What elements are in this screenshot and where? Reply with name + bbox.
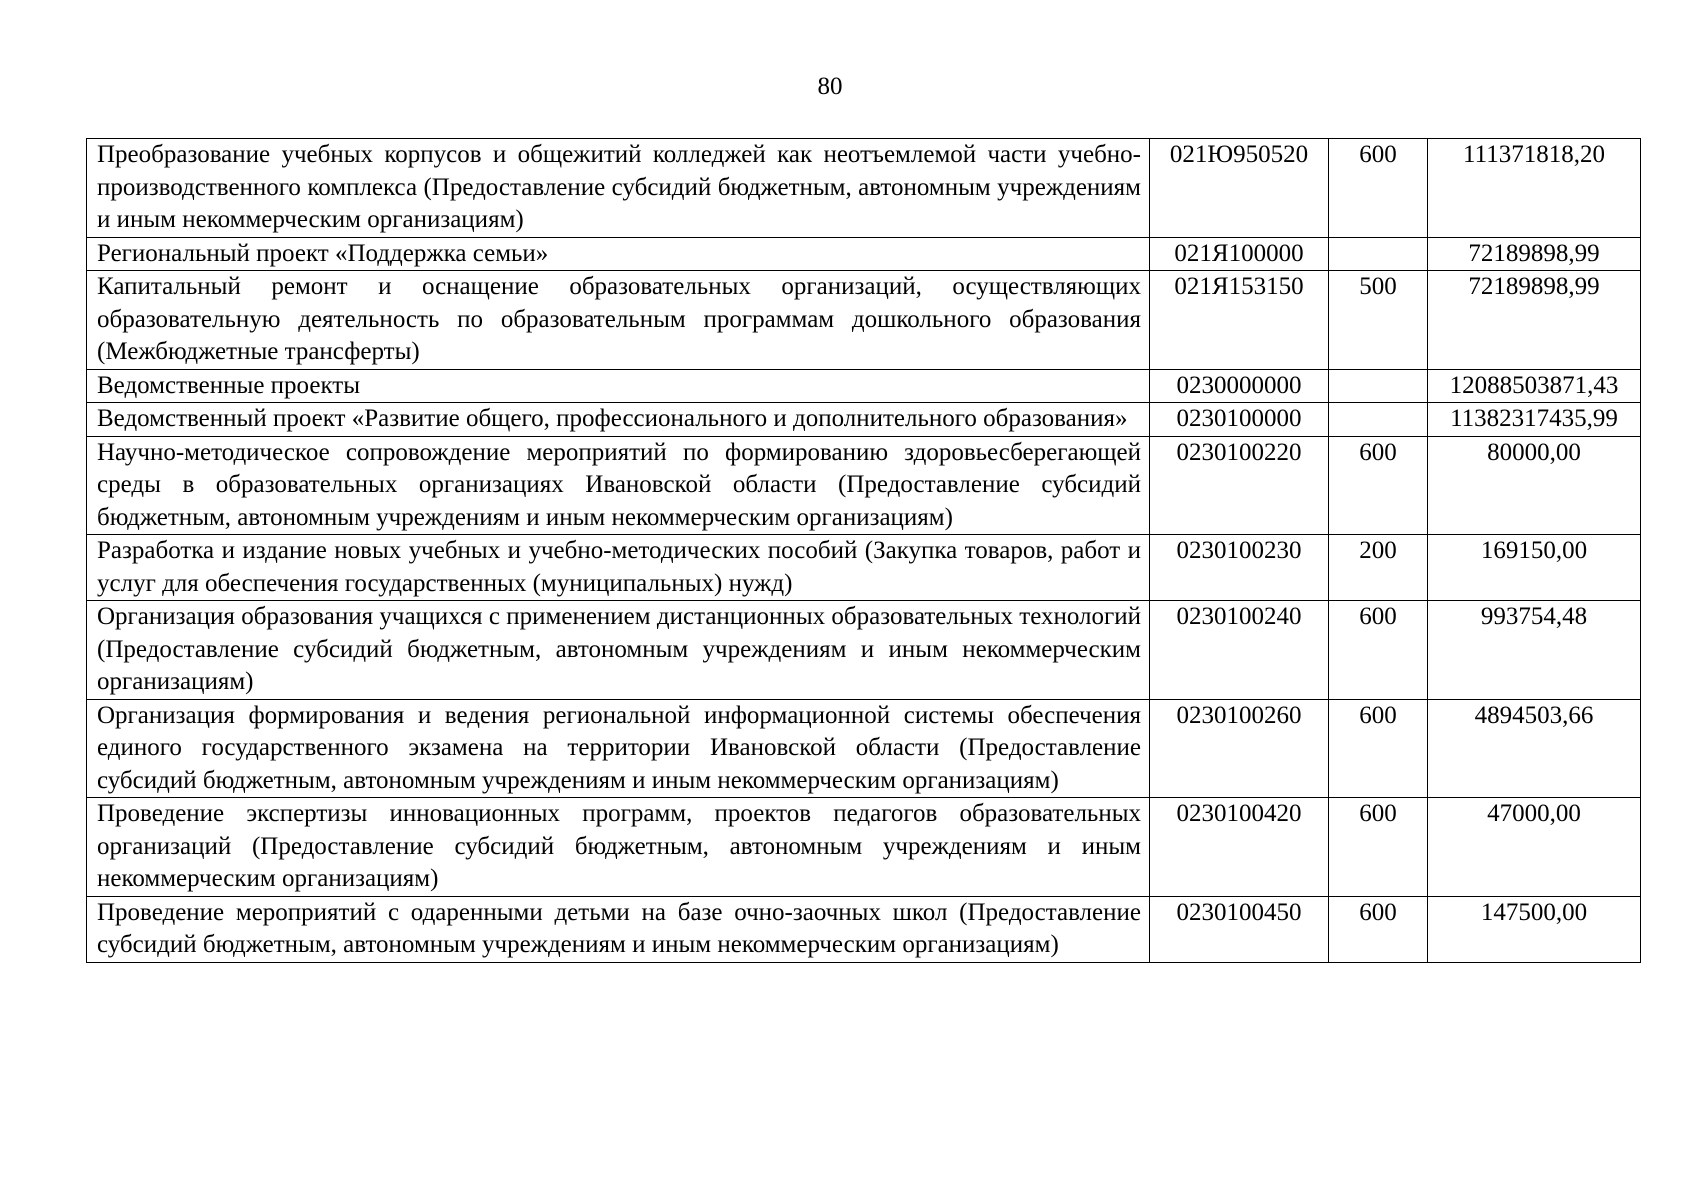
expense-type-cell [1329,237,1428,271]
expense-type-cell: 600 [1329,139,1428,238]
table-row [87,699,1641,798]
amount-cell: 993754,48 [1428,601,1641,700]
amount-cell: 11382317435,99 [1428,403,1641,437]
target-code-cell: 021Я100000 [1150,237,1329,271]
amount-cell: 47000,00 [1428,798,1641,897]
expense-type-cell [1329,369,1428,403]
table-row [87,798,1641,897]
target-code-cell: 0230100220 [1150,436,1329,535]
amount-cell: 147500,00 [1428,896,1641,962]
amount-cell: 4894503,66 [1428,699,1641,798]
target-code-cell: 0230100230 [1150,535,1329,601]
row-name-cell: Проведение экспертизы инновационных программ, проектов педагогов образовательных организаций (Предоставление субсидий бюджетным, автономным учреждениям и иным некоммерческим организациям) [87,798,1150,897]
amount-cell: 111371818,20 [1428,139,1641,238]
page-number: 80 [817,73,843,100]
table-row [87,535,1641,601]
table-row [87,139,1641,238]
expense-type-cell [1329,403,1428,437]
row-name-cell: Ведомственный проект «Развитие общего, профессионального и дополнительного образования» [87,403,1150,437]
row-name-cell: Научно-методическое сопровождение мероприятий по формированию здоровьесберегающей среды в образовательных организациях Ивановской области (Предоставление субсидий бюджетным, автономным учреждениям и иным некоммерческим организациям) [87,436,1150,535]
target-code-cell: 0230100420 [1150,798,1329,897]
table-row [87,436,1641,535]
target-code-cell: 021Я153150 [1150,271,1329,370]
expense-type-cell: 200 [1329,535,1428,601]
amount-cell: 72189898,99 [1428,237,1641,271]
target-code-cell: 0230100450 [1150,896,1329,962]
expense-type-cell: 600 [1329,798,1428,897]
target-code-cell: 021Ю950520 [1150,139,1329,238]
target-code-cell: 0230100000 [1150,403,1329,437]
expense-type-cell: 600 [1329,436,1428,535]
row-name-cell: Проведение мероприятий с одаренными детьми на базе очно-заочных школ (Предоставление субсидий бюджетным, автономным учреждениям и иным некоммерческим организациям) [87,896,1150,962]
table-row [87,601,1641,700]
table-row [87,369,1641,403]
row-name-cell: Преобразование учебных корпусов и общежитий колледжей как неотъемлемой части учебно-производственного комплекса (Предоставление субсидий бюджетным, автономным учреждениям и иным некоммерческим организациям) [87,139,1150,238]
budget-table [86,138,1641,963]
table-row [87,271,1641,370]
expense-type-cell: 500 [1329,271,1428,370]
target-code-cell: 0230100260 [1150,699,1329,798]
amount-cell: 80000,00 [1428,436,1641,535]
row-name-cell: Разработка и издание новых учебных и учебно-методических пособий (Закупка товаров, работ и услуг для обеспечения государственных (муниципальных) нужд) [87,535,1150,601]
target-code-cell: 0230100240 [1150,601,1329,700]
row-name-cell: Региональный проект «Поддержка семьи» [87,237,1150,271]
expense-type-cell: 600 [1329,896,1428,962]
amount-cell: 12088503871,43 [1428,369,1641,403]
row-name-cell: Организация формирования и ведения региональной информационной системы обеспечения единого государственного экзамена на территории Ивановской области (Предоставление субсидий бюджетным, автономным учреждениям и иным некоммерческим организациям) [87,699,1150,798]
row-name-cell: Капитальный ремонт и оснащение образовательных организаций, осуществляющих образовательную деятельность по образовательным программам дошкольного образования (Межбюджетные трансферты) [87,271,1150,370]
amount-cell: 169150,00 [1428,535,1641,601]
table-row [87,403,1641,437]
table-row [87,896,1641,962]
table-row [87,237,1641,271]
expense-type-cell: 600 [1329,601,1428,700]
row-name-cell: Организация образования учащихся с применением дистанционных образовательных технологий (Предоставление субсидий бюджетным, автономным учреждениям и иным некоммерческим организациям) [87,601,1150,700]
expense-type-cell: 600 [1329,699,1428,798]
amount-cell: 72189898,99 [1428,271,1641,370]
target-code-cell: 0230000000 [1150,369,1329,403]
row-name-cell: Ведомственные проекты [87,369,1150,403]
